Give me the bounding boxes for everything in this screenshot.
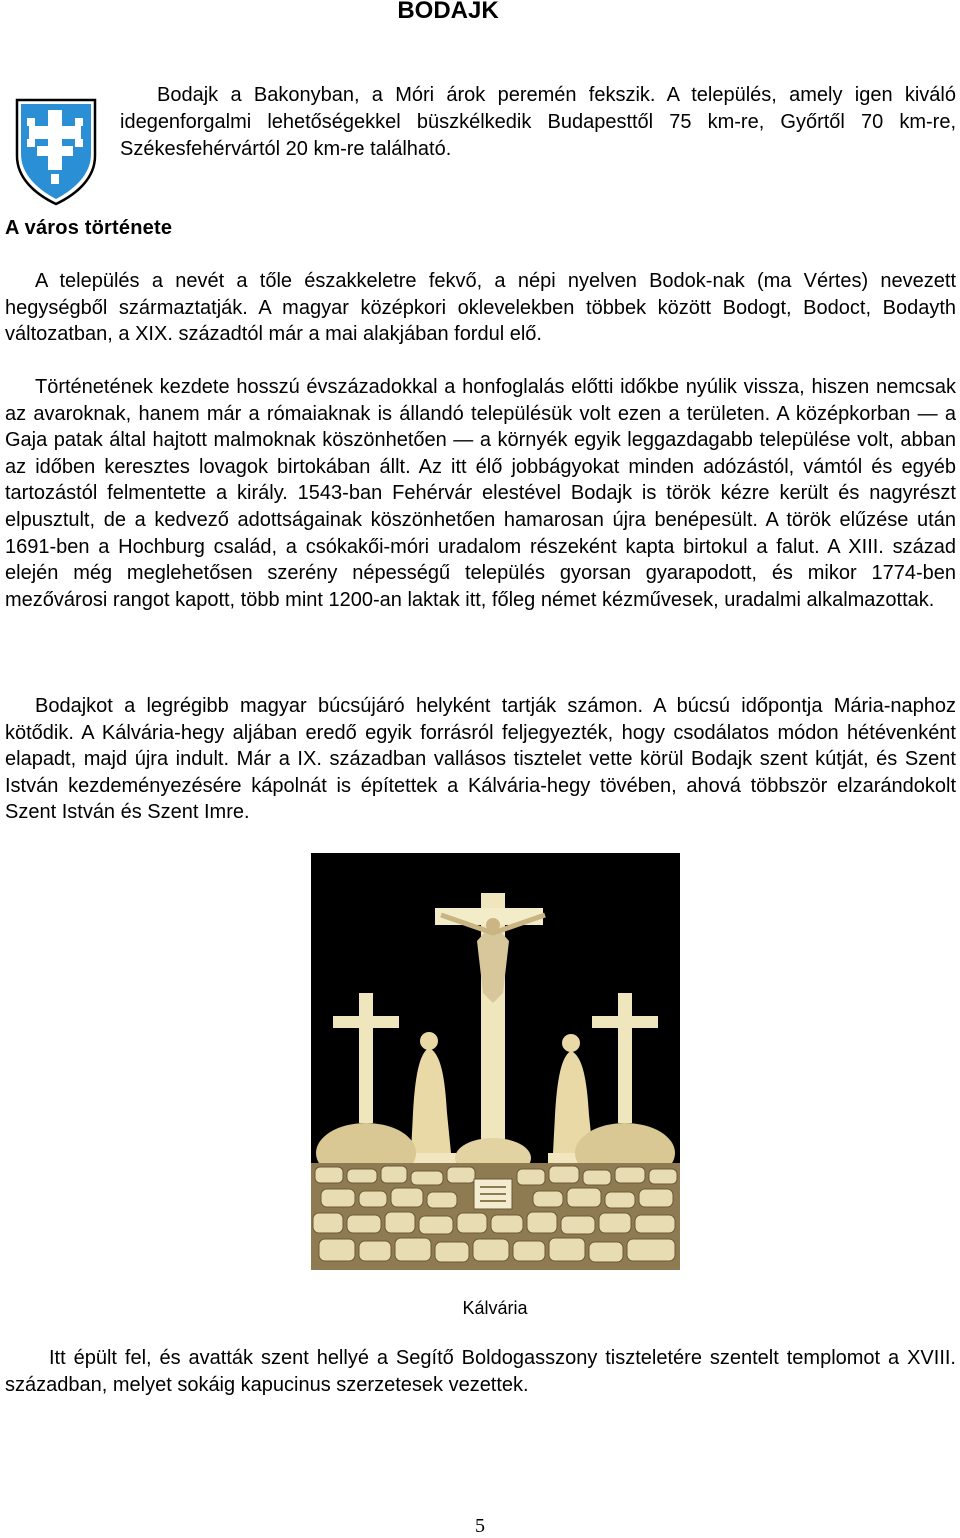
section-heading: A város története [5, 217, 173, 239]
calvary-photo [311, 853, 680, 1270]
history-paragraph-4: Itt épült fel, és avatták szent hellyé a Segítő Boldogasszony tiszteletére szentelt templomot a XVIII. században, melyet sokáig kapucinus szerzetesek vezettek. [5, 1347, 956, 1396]
intro-paragraph: Bodajk a Bakonyban, a Móri árok peremén fekszik. A település, amely igen kiváló idegenforgalmi lehetőségekkel büszkélkedik Budapesttől 75 km-re, Győrtől 70 km-re, Székesfehérvártól 20 km-re található. [120, 84, 956, 160]
photo-caption: Kálvária [462, 1298, 528, 1318]
page-title: BODAJK [397, 0, 499, 24]
page-number: 5 [475, 1515, 485, 1537]
history-paragraph-1: A település a nevét a tőle északkeletre fekvő, a népi nyelven Bodok-nak (ma Vértes) nevezett hegységből származtatják. A magyar középkori oklevelekben többek között Bodogt, Bodoct, Bodayth változatban, a XIX. századtól már a mai alakjában fordul elő. [5, 270, 956, 346]
history-paragraph-3: Bodajkot a legrégibb magyar búcsújáró helyként tartják számon. A búcsú időpontja Mária-naphoz kötődik. A Kálvária-hegy aljában eredő egyik forrásról feljegyezték, hogy csodálatos módon hétévenként elapadt, majd újra indult. Már a IX. században vallásos tisztelet vette körül Bodajk szent kútját, és Szent István kezdeményezésére kápolnát is építettek a Kálvária-hegy tövében, ahová többször elzarándokolt Szent István és Szent Imre. [5, 695, 956, 824]
history-paragraph-2: Történetének kezdete hosszú évszázadokkal a honfoglalás előtti időkbe nyúlik vissza, hiszen nemcsak az avaroknak, hanem már a rómaiaknak is állandó településük volt ezen a területen. A középkorban — a Gaja patak által hajtott malmoknak köszönhetően — a környék egyik leggazdagabb települése volt, abban az időben keresztes lovagok birtokában állt. Az itt élő jobbágyokat minden adózástól, vámtól és egyéb tartozástól felmentette a király. 1543-ban Fehérvár elestével Bodajk is török kézre került és nagyrészt elpusztult, de a kedvező adottságainak köszönhetően hamarosan újra benépesült. A török elűzése után 1691-ben a Hochburg család, a csókakői-móri uradalom részeként kapta birtokul a falut. A XIII. század elején még meglehetősen szerény népességű település gyorsan gyarapodott, és mikor 1774-ben mezővárosi rangot kapott, több mint 1200-an laktak itt, főleg német kézművesek, uradalmi alkalmazottak. [5, 376, 956, 611]
coat-of-arms-icon [15, 98, 97, 206]
